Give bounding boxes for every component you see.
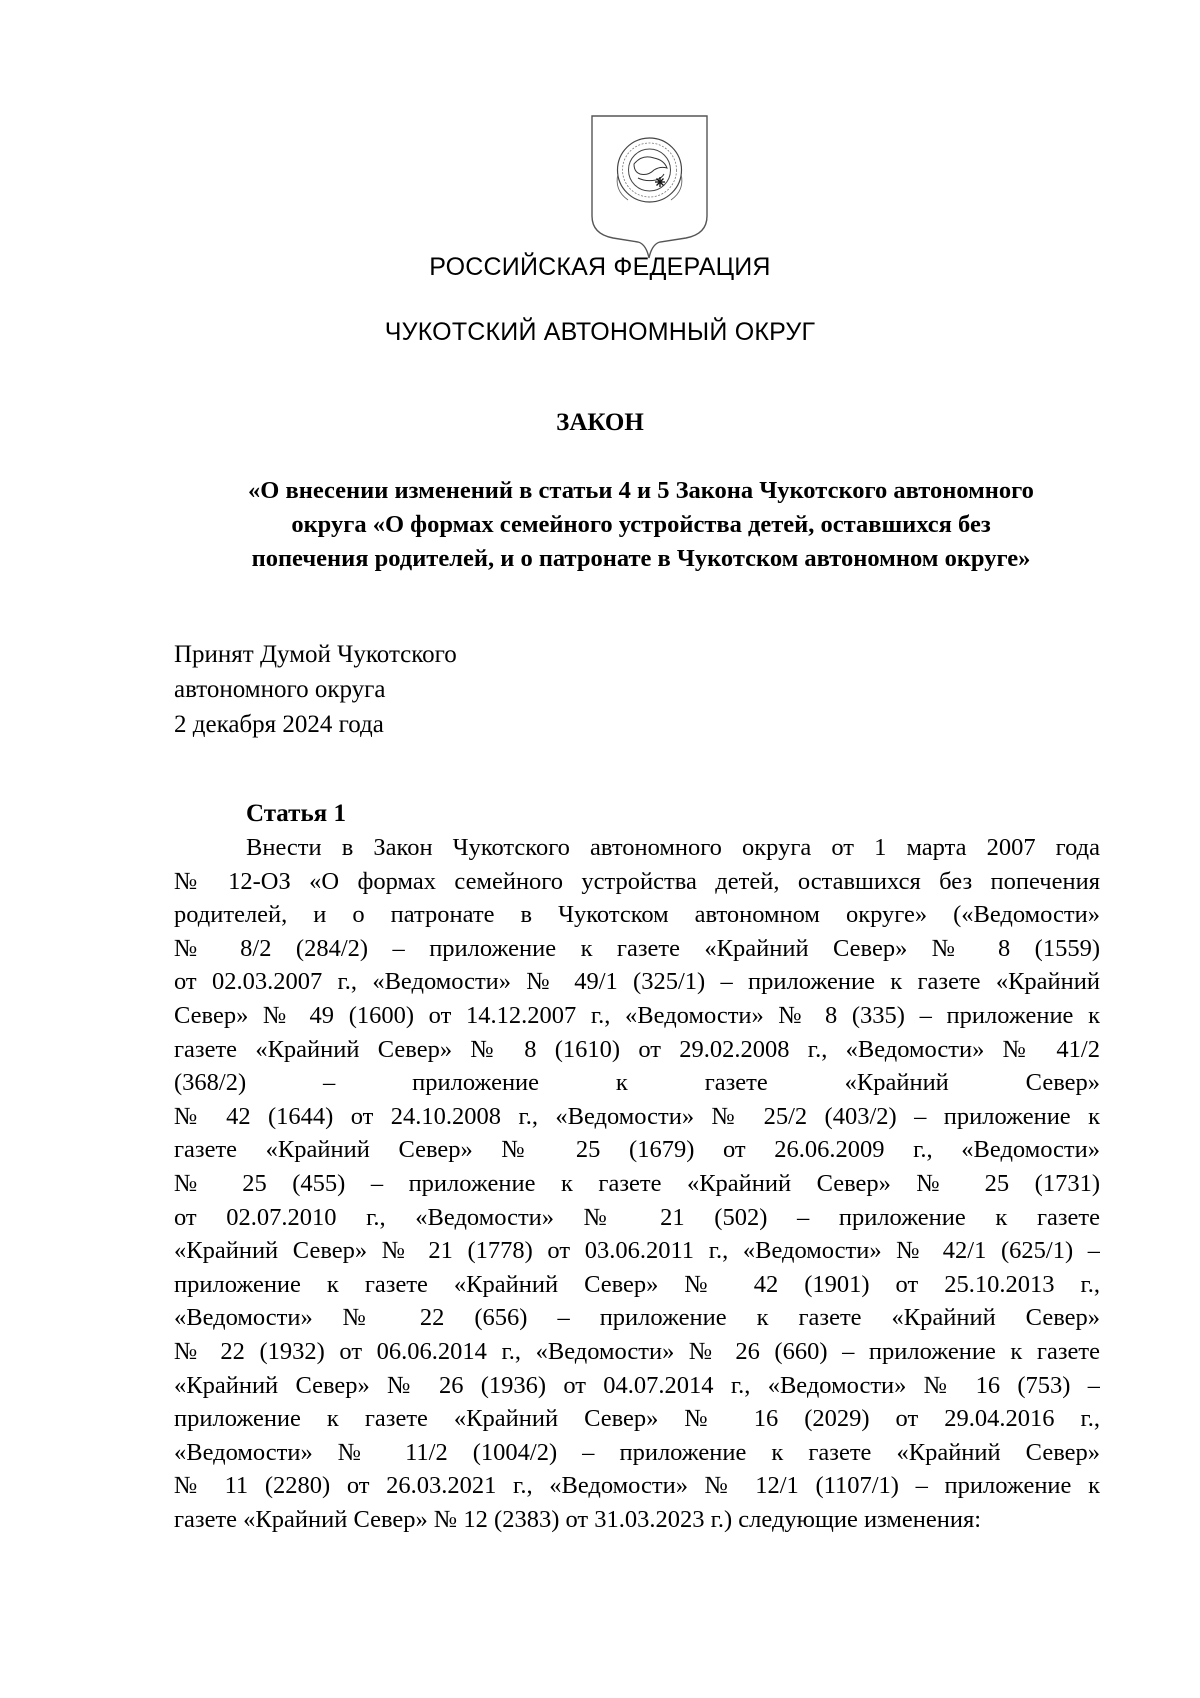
adoption-date: 2 декабря 2024 года: [174, 711, 384, 738]
body-line: № 8/2 (284/2) – приложение к газете «Крайний Север» № 8 (1559): [174, 934, 1100, 962]
body-line: № 25 (455) – приложение к газете «Крайний Север» № 25 (1731): [174, 1169, 1100, 1197]
body-line: Север» № 49 (1600) от 14.12.2007 г., «Ведомости» № 8 (335) – приложение к: [174, 1001, 1100, 1029]
law-title-line: попечения родителей, и о патронате в Чукотском автономном округе»: [251, 545, 1031, 572]
body-line: № 11 (2280) от 26.03.2021 г., «Ведомости» № 12/1 (1107/1) – приложение к: [174, 1472, 1100, 1500]
adoption-line: Принят Думой Чукотского: [174, 641, 457, 668]
country-name: РОССИЙСКАЯ ФЕДЕРАЦИЯ: [429, 253, 771, 281]
body-line: «Ведомости» № 22 (656) – приложение к газете «Крайний Север»: [174, 1304, 1100, 1332]
adoption-line: автономного округа: [174, 676, 386, 703]
body-line: от 02.07.2010 г., «Ведомости» № 21 (502) – приложение к газете: [174, 1203, 1100, 1231]
document-type: ЗАКОН: [556, 409, 644, 436]
body-line: родителей, и о патронате в Чукотском автономном округе» («Ведомости»: [174, 901, 1100, 929]
body-line: приложение к газете «Крайний Север» № 16 (2029) от 29.04.2016 г.,: [174, 1405, 1100, 1433]
coat-of-arms-icon: [588, 112, 711, 262]
body-line: «Ведомости» № 11/2 (1004/2) – приложение к газете «Крайний Север»: [174, 1438, 1100, 1466]
body-line: № 12-ОЗ «О формах семейного устройства детей, оставшихся без попечения: [174, 867, 1100, 895]
body-line: Внести в Закон Чукотского автономного округа от 1 марта 2007 года: [246, 834, 1100, 861]
article-body: [174, 831, 1100, 1536]
body-line: «Крайний Север» № 26 (1936) от 04.07.2014 г., «Ведомости» № 16 (753) –: [174, 1371, 1100, 1399]
body-line: № 42 (1644) от 24.10.2008 г., «Ведомости» № 25/2 (403/2) – приложение к: [174, 1102, 1100, 1130]
article-heading: Статья 1: [246, 800, 346, 827]
body-line: газете «Крайний Север» № 25 (1679) от 26.06.2009 г., «Ведомости»: [174, 1136, 1100, 1164]
body-line: (368/2) – приложение к газете «Крайний Север»: [174, 1069, 1100, 1097]
law-title-line: округа «О формах семейного устройства детей, оставшихся без: [291, 511, 991, 538]
body-line: № 22 (1932) от 06.06.2014 г., «Ведомости» № 26 (660) – приложение к газете: [174, 1337, 1100, 1365]
body-line: газете «Крайний Север» № 12 (2383) от 31.03.2023 г.) следующие изменения:: [174, 1505, 982, 1533]
body-line: «Крайний Север» № 21 (1778) от 03.06.2011 г., «Ведомости» № 42/1 (625/1) –: [174, 1237, 1100, 1265]
body-line: от 02.03.2007 г., «Ведомости» № 49/1 (325/1) – приложение к газете «Крайний: [174, 968, 1100, 996]
adoption-info: [174, 637, 457, 742]
body-line: приложение к газете «Крайний Север» № 42 (1901) от 25.10.2013 г.,: [174, 1270, 1100, 1298]
law-title-line: «О внесении изменений в статьи 4 и 5 Закона Чукотского автономного: [248, 477, 1034, 504]
law-title: [180, 474, 1102, 576]
body-line: газете «Крайний Север» № 8 (1610) от 29.02.2008 г., «Ведомости» № 41/2: [174, 1035, 1100, 1063]
region-name: ЧУКОТСКИЙ АВТОНОМНЫЙ ОКРУГ: [384, 318, 816, 346]
